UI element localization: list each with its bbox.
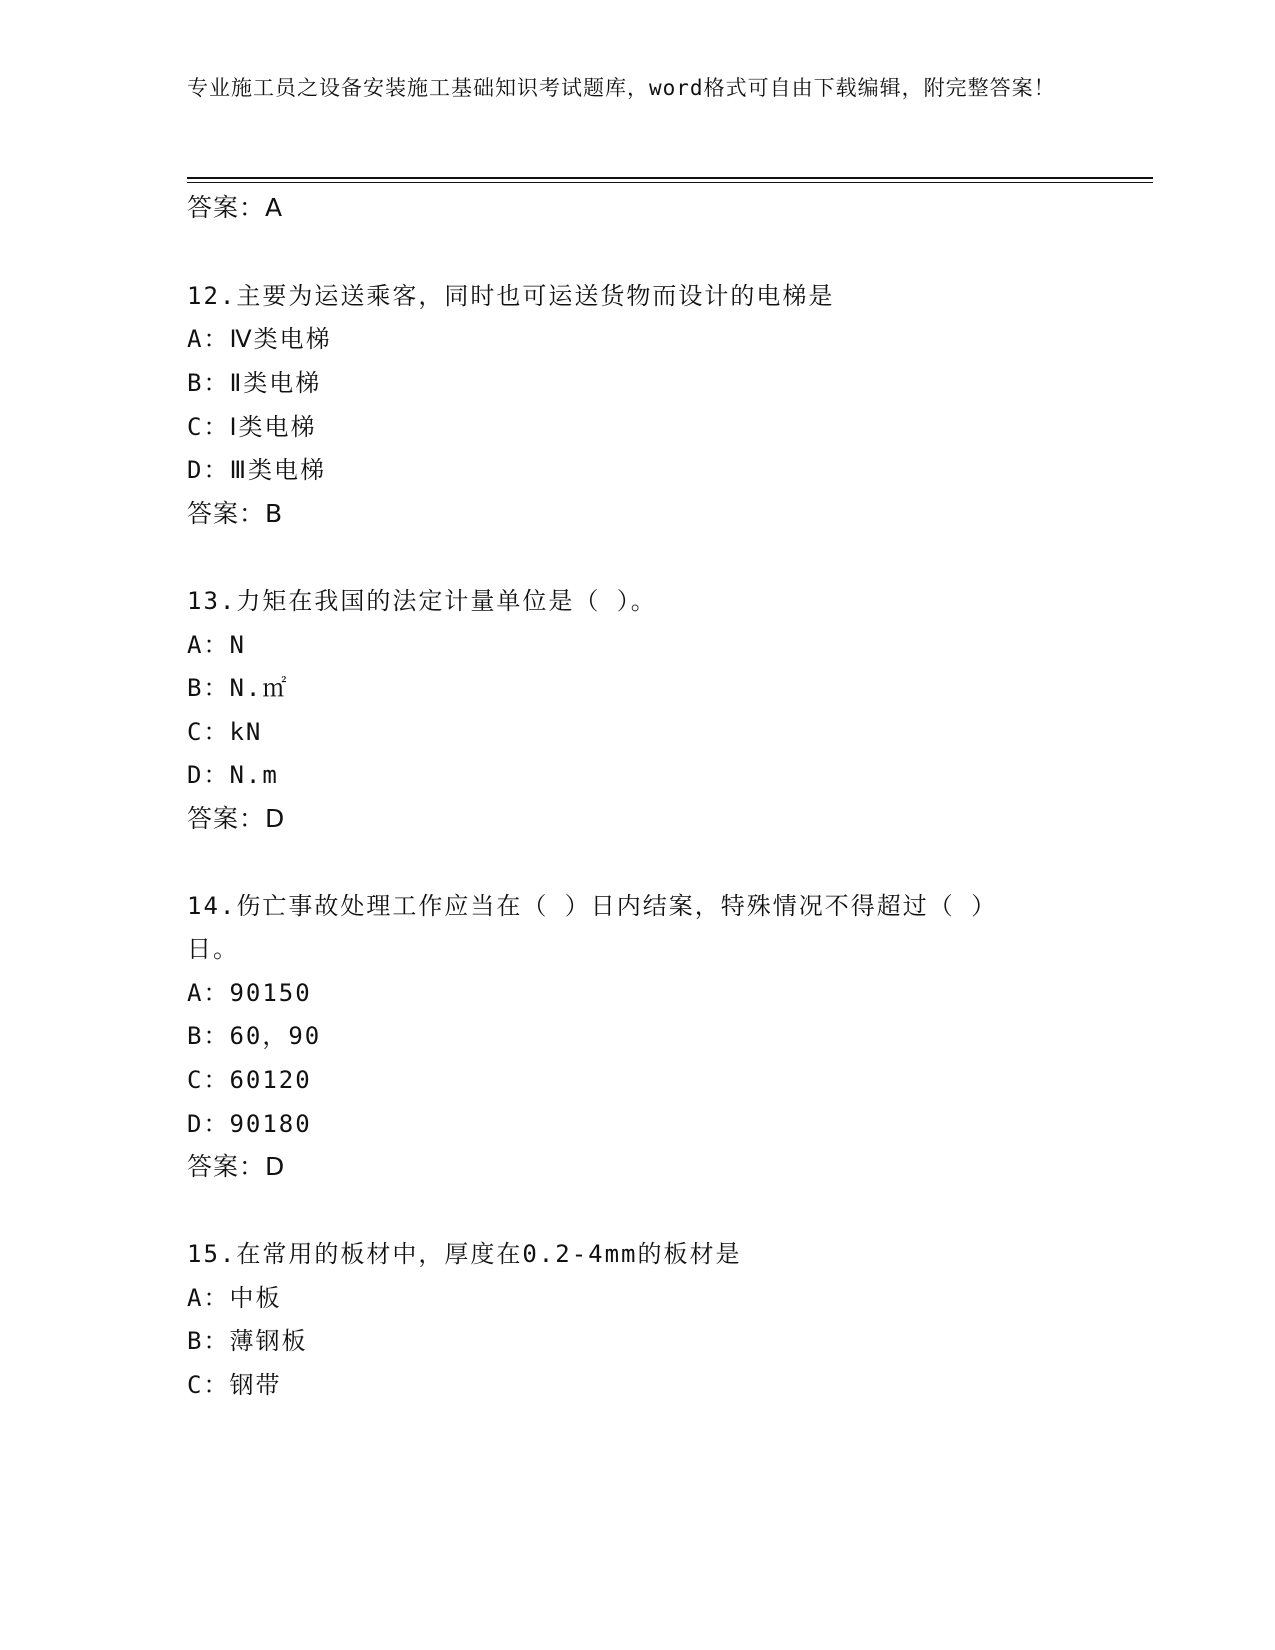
answer-12: 答案：B: [187, 499, 284, 528]
question-15-option-c: C：钢带: [187, 1371, 282, 1399]
answer-14: 答案：D: [187, 1152, 286, 1181]
answer-13: 答案：D: [187, 804, 286, 833]
question-12-option-d: D：Ⅲ类电梯: [187, 456, 326, 484]
question-15-stem: 15.在常用的板材中，厚度在0.2-4mm的板材是: [187, 1240, 742, 1268]
document-header: 专业施工员之设备安装施工基础知识考试题库，word格式可自由下载编辑，附完整答案！: [187, 76, 1056, 100]
question-13-stem: 13.力矩在我国的法定计量单位是（ ）。: [187, 587, 657, 615]
question-14-option-b: B：60，90: [187, 1022, 322, 1050]
question-12-stem: 12.主要为运送乘客，同时也可运送货物而设计的电梯是: [187, 282, 835, 310]
question-12-option-c: C：Ⅰ类电梯: [187, 413, 317, 441]
question-13-option-d: D：N.m: [187, 761, 279, 789]
question-13-option-c: C：kN: [187, 718, 263, 746]
question-14-option-c: C：60120: [187, 1066, 312, 1094]
question-15-option-a: A：中板: [187, 1284, 282, 1312]
header-rule-thick: [187, 177, 1153, 179]
question-14-option-a: A：90150: [187, 979, 312, 1007]
header-rule-thin: [187, 182, 1153, 183]
question-13-option-a: A：N: [187, 631, 246, 659]
question-14-stem-line1: 14.伤亡事故处理工作应当在（ ）日内结案，特殊情况不得超过（ ）: [187, 892, 998, 920]
question-14-option-d: D：90180: [187, 1110, 312, 1138]
answer-11: 答案：A: [187, 193, 284, 222]
question-14-stem-line2: 日。: [187, 935, 239, 963]
question-13-option-b: B：N.㎡: [187, 674, 289, 702]
question-12-option-b: B：Ⅱ类电梯: [187, 369, 322, 397]
question-15-option-b: B：薄钢板: [187, 1327, 308, 1355]
question-12-option-a: A：Ⅳ类电梯: [187, 325, 332, 353]
